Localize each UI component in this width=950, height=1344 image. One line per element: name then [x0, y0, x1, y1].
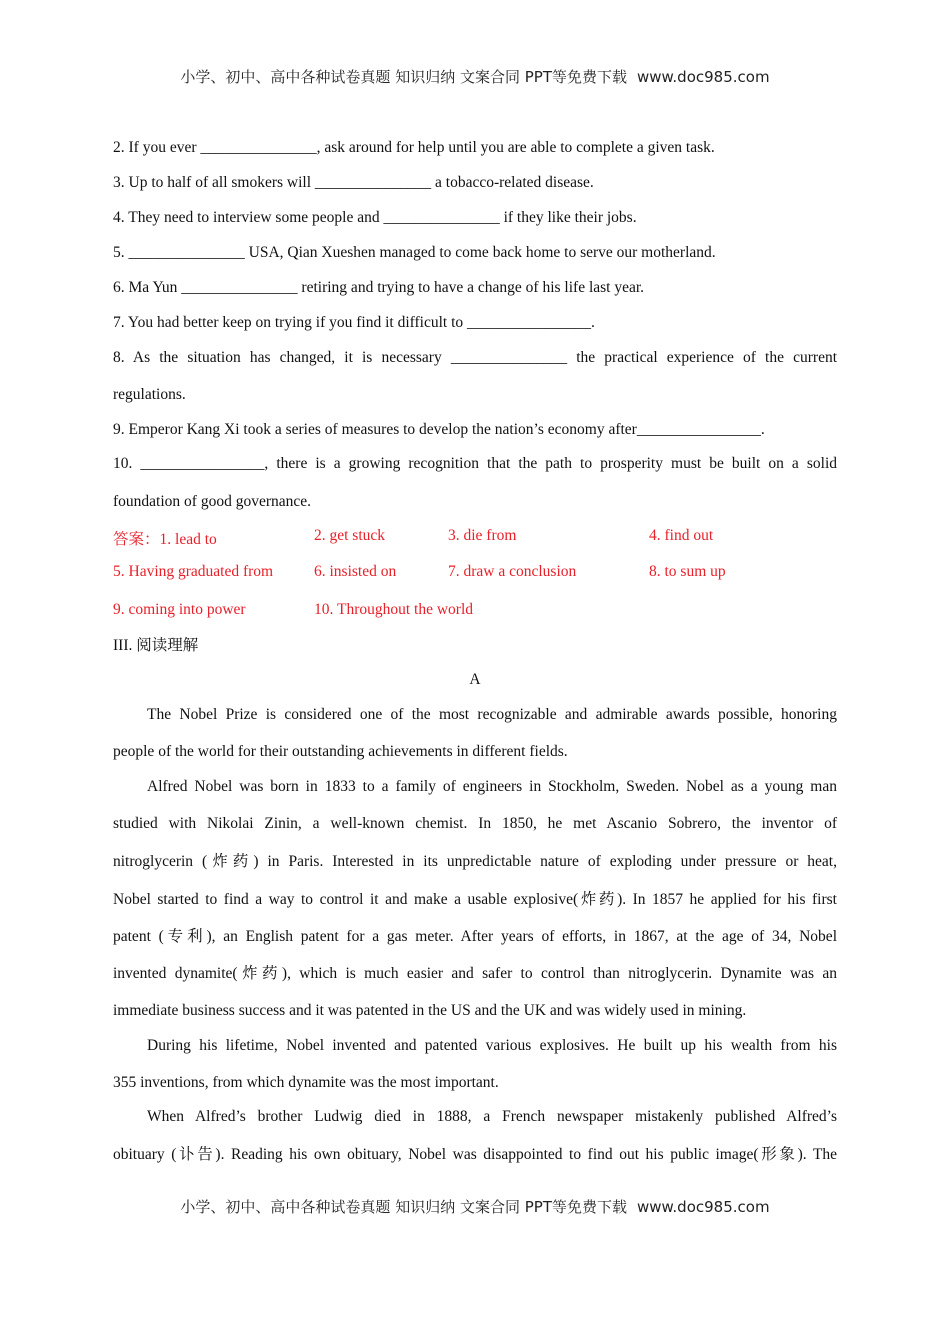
question-6: 6. Ma Yun _______________ retiring and trying to have a change of his life last year.: [113, 279, 645, 296]
passage-p3-line-1: During his lifetime, Nobel invented and patented various explosives. He built up his wealth from his: [147, 1037, 837, 1054]
page-header: [0, 66, 950, 87]
section-title: III. 阅读理解: [113, 637, 199, 654]
answer-2: 2. get stuck: [314, 527, 386, 544]
answer-8: 8. to sum up: [649, 563, 726, 580]
answer-5: 5. Having graduated from: [113, 563, 274, 580]
page-footer: [0, 1196, 950, 1217]
question-8-line-1: 8. As the situation has changed, it is necessary _______________ the practical experience of the current: [113, 349, 837, 366]
passage-p2-line-6: invented dynamite(炸药), which is much easier and safer to control than nitroglycerin. Dynamite was an: [113, 965, 837, 982]
answer-6: 6. insisted on: [314, 563, 397, 580]
passage-p2-line-1: Alfred Nobel was born in 1833 to a family of engineers in Stockholm, Sweden. Nobel as a young man: [147, 778, 837, 795]
answer-label: 答案：: [113, 531, 160, 548]
passage-label: A: [469, 671, 481, 688]
answer-10: 10. Throughout the world: [314, 601, 474, 618]
question-10-line-2: foundation of good governance.: [113, 493, 311, 510]
footer-url[interactable]: www.doc985.com: [636, 1198, 770, 1216]
answer-4: 4. find out: [649, 527, 714, 544]
question-4: 4. They need to interview some people and _______________ if they like their jobs.: [113, 209, 637, 226]
passage-p2-line-3: nitroglycerin (炸药) in Paris. Interested in its unpredictable nature of exploding under pressure or heat,: [113, 853, 837, 870]
answer-1: 答案：1. lead to: [113, 531, 217, 548]
passage-p4-line-2: obituary (讣告). Reading his own obituary, Nobel was disappointed to find out his public image(形象). The: [113, 1146, 837, 1163]
question-5: 5. _______________ USA, Qian Xueshen managed to come back home to serve our motherland.: [113, 244, 716, 261]
passage-p2-line-4: Nobel started to find a way to control it and make a usable explosive(炸药). In 1857 he applied for his first: [113, 891, 837, 908]
question-3: 3. Up to half of all smokers will _______________ a tobacco-related disease.: [113, 174, 594, 191]
answer-3: 3. die from: [448, 527, 517, 544]
question-8-line-2: regulations.: [113, 386, 186, 403]
passage-p1-line-2: people of the world for their outstanding achievements in different fields.: [113, 743, 568, 760]
footer-text: 小学、初中、高中各种试卷真题 知识归纳 文案合同 PPT等免费下载: [180, 1198, 627, 1216]
question-10-line-1: 10. ________________, there is a growing recognition that the path to prosperity must be built on a solid: [113, 455, 837, 472]
passage-p1-line-1: The Nobel Prize is considered one of the most recognizable and admirable awards possible, honoring: [147, 706, 837, 723]
header-text: 小学、初中、高中各种试卷真题 知识归纳 文案合同 PPT等免费下载: [180, 68, 627, 86]
question-2: 2. If you ever _______________, ask around for help until you are able to complete a given task.: [113, 139, 715, 156]
question-9: 9. Emperor Kang Xi took a series of measures to develop the nation’s economy after________________.: [113, 421, 765, 438]
header-url[interactable]: www.doc985.com: [636, 68, 770, 86]
passage-p3-line-2: 355 inventions, from which dynamite was the most important.: [113, 1074, 499, 1091]
passage-p2-line-5: patent (专利), an English patent for a gas meter. After years of efforts, in 1867, at the age of 34, Nobel: [113, 928, 837, 945]
question-7: 7. You had better keep on trying if you find it difficult to ________________.: [113, 314, 595, 331]
answer-7: 7. draw a conclusion: [448, 563, 577, 580]
answer-9: 9. coming into power: [113, 601, 246, 618]
passage-p2-line-7: immediate business success and it was patented in the US and the UK and was widely used in mining.: [113, 1002, 747, 1019]
passage-p2-line-2: studied with Nikolai Zinin, a well-known chemist. In 1850, he met Ascanio Sobrero, the inventor of: [113, 815, 837, 832]
passage-p4-line-1: When Alfred’s brother Ludwig died in 1888, a French newspaper mistakenly published Alfred’s: [147, 1108, 837, 1125]
